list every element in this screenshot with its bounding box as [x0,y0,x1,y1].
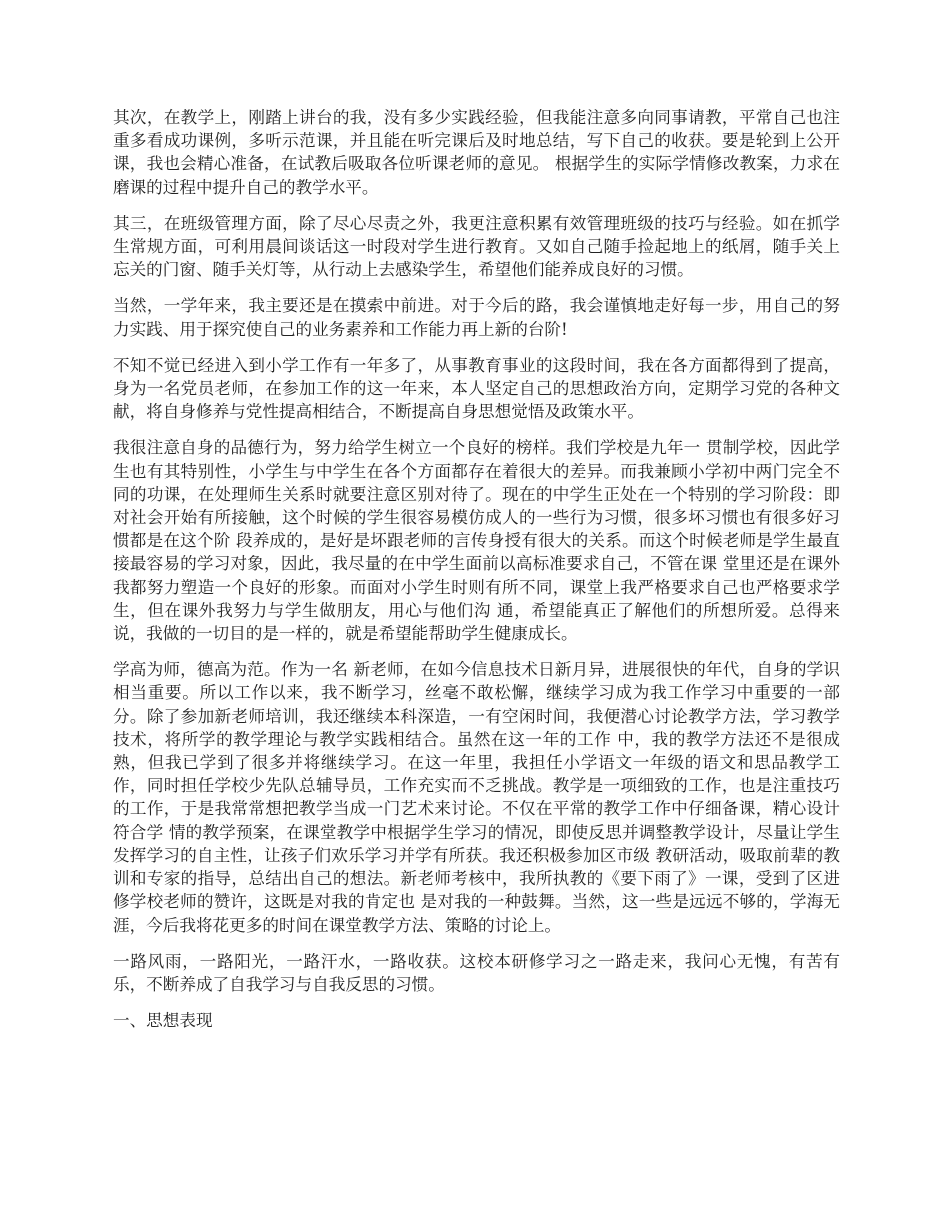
document-page [113,106,840,1032]
paragraph-teaching: 其次，在教学上，刚踏上讲台的我，没有多少实践经验，但我能注意多向同事请教，平常自己也注重多看成功课例，多听示范课，并且能在听完课后及时地总结，写下自己的收获。要是轮到上公开课，我也会精心准备，在试教后吸取各位听课老师的意见。 根据学生的实际学情修改教案，力求在磨课的过程中提升自己的教学水平。 [113,108,840,197]
paragraph-political-thought: 不知不觉已经进入到小学工作有一年多了，从事教育事业的这段时间，我在各方面都得到了提高，身为一名党员老师，在参加工作的这一年来，本人坚定自己的思想政治方向，定期学习党的各种文献，将自身修养与党性提高相结合，不断提高自身思想觉悟及政策水平。 [113,355,840,422]
paragraph-exploration: 当然，一学年来，我主要还是在摸索中前进。对于今后的路，我会谨慎地走好每一步，用自己的努力实践、用于探究使自己的业务素养和工作能力再上新的台阶! [113,296,840,339]
paragraph-moral-conduct: 我很注意自身的品德行为，努力给学生树立一个良好的榜样。我们学校是九年一 贯制学校，因此学生也有其特别性，小学生与中学生在各个方面都存在着很大的差异。而我兼顾小学初中两门完全不同的功课，在处理师生关系时就要注意区别对待了。现在的中学生正处在一个特别的学习阶段：即对社会开始有所接触，这个时候的学生很容易模仿成人的一些行为习惯，很多坏习惯也有很多好习惯都是在这个阶 段养成的，是好是坏跟老师的言传身授有很大的关系。而这个时候老师是学生最直接最容易的学习对象，因此，我尽量的在中学生面前以高标准要求自己，不管在课 堂里还是在课外我都努力塑造一个良好的形象。而面对小学生时则有所不同，课堂上我严格要求自己也严格要求学生，但在课外我努力与学生做朋友，用心与他们沟 通，希望能真正了解他们的所想所爱。总得来说，我做的一切目的是一样的，就是希望能帮助学生健康成长。 [113,438,840,644]
section-heading: 一、思想表现 [113,1011,213,1031]
paragraph-continued-learning: 学高为师，德高为范。作为一名 新老师，在如今信息技术日新月异，进展很快的年代，自身的学识相当重要。所以工作以来，我不断学习，丝毫不敢松懈，继续学习成为我工作学习中重要的一部 分。除了参加新老师培训，我还继续本科深造，一有空闲时间，我便潜心讨论教学方法，学习教学技术，将所学的教学理论与教学实践相结合。虽然在这一年的工作 中，我的教学方法还不是很成熟，但我已学到了很多并将继续学习。在这一年里，我担任小学语文一年级的语文和思品教学工作，同时担任学校少先队总辅导员，工作充实而不乏挑战。教学是一项细致的工作，也是注重技巧的工作，于是我常常想把教学当成一门艺术来讨论。不仅在平常的教学工作中仔细备课，精心设计符合学 情的教学预案，在课堂教学中根据学生学习的情况，即使反思并调整教学设计，尽量让学生发挥学习的自主性，让孩子们欢乐学习并学有所获。我还积极参加区市级 教研活动，吸取前辈的教训和专家的指导，总结出自己的想法。新老师考核中，我所执教的《要下雨了》一课，受到了区进修学校老师的赞许，这既是对我的肯定也 是对我的一种鼓舞。当然，这一些是远远不够的，学海无涯，今后我将花更多的时间在课堂教学方法、策略的讨论上。 [113,660,840,935]
paragraph-class-management: 其三，在班级管理方面，除了尽心尽责之外，我更注意积累有效管理班级的技巧与经验。如在抓学生常规方面，可利用晨间谈话这一时段对学生进行教育。又如自己随手捡起地上的纸屑，随手关上忘关的门窗、随手关灯等，从行动上去感染学生，希望他们能养成良好的习惯。 [113,213,840,280]
paragraph-summary: 一路风雨，一路阳光，一路汗水，一路收获。这校本研修学习之一路走来，我问心无愧，有苦有乐，不断养成了自我学习与自我反思的习惯。 [113,951,840,994]
